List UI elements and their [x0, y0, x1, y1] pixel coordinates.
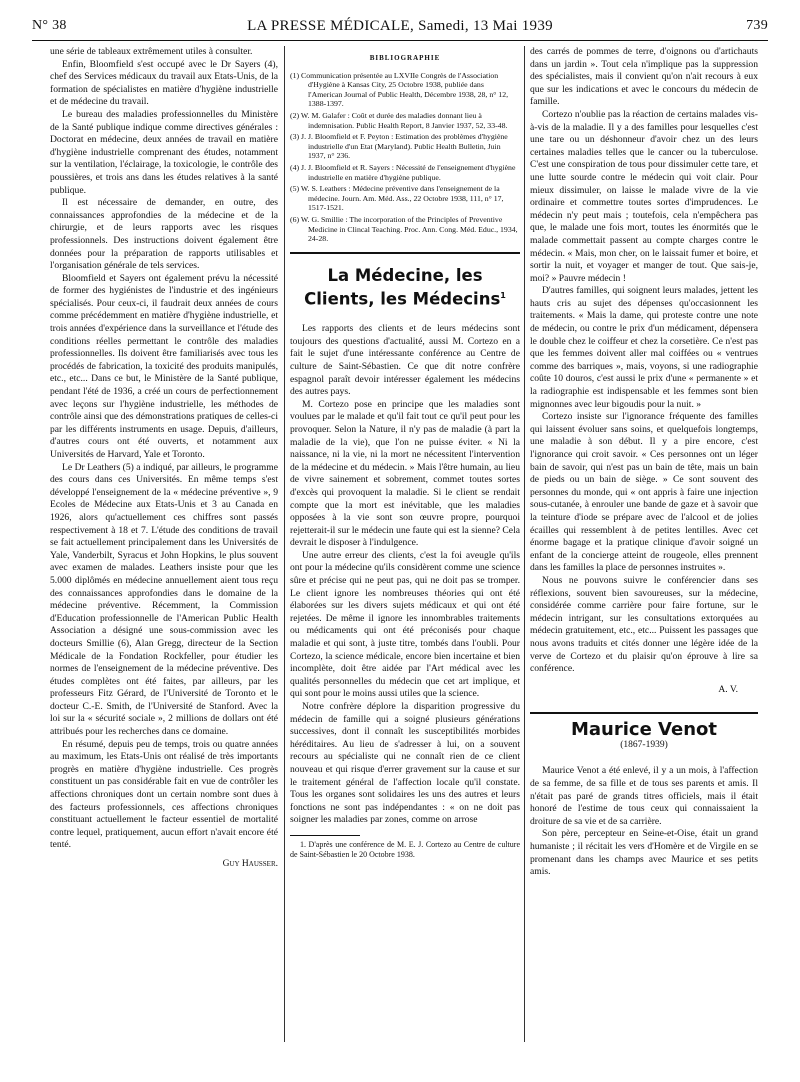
- section-divider: [290, 252, 520, 254]
- paragraph: Enfin, Bloomfield s'est occupé avec le Dr Sayers (4), chef des Services médicaux du travail aux Etats-Unis, de la formation de spécialistes en matière d'hygiène industrielle et de médecine du travail.: [50, 58, 278, 108]
- paragraph: Notre confrère déplore la disparition progressive du médecin de famille qui a soigné plusieurs générations successives, dont il connaît les susceptibilités morbides héréditaires. Au lieu de s'adresser à lui, on a souvent recours au spécialiste qui ne connaît rien de ce client nouveau et qui risque d'errer gravement sur la cause et sur le traitement général de l'affection locale qu'il constate. Tous les organes sont solidaires les uns des autres et leurs fonctions ne sont pas indépendantes : « on ne doit pas soigner les maladies par zones, comme on arrose: [290, 701, 520, 826]
- obituary-dates: (1867-1939): [620, 739, 668, 750]
- column-divider: [524, 46, 525, 1042]
- obituary-title: Maurice Venot: [570, 719, 717, 741]
- paragraph: une série de tableaux extrêmement utiles à consulter.: [50, 46, 253, 57]
- footnote: 1. D'après une conférence de M. E. J. Cortezo au Centre de culture de Saint-Sébastien le 20 Octobre 1938.: [290, 839, 520, 859]
- column-middle: [290, 46, 520, 1042]
- article-title-text: La Médecine, les Clients, les Médecins: [304, 265, 501, 309]
- paragraph: Il est nécessaire de demander, en outre, des connaissances approfondies de la médecine et de la chirurgie, et de leurs rapports avec les risques professionnels. Des instructions doivent également être données pour la préparation de rapports utilisables et l'organisation générale de tels services.: [50, 197, 278, 272]
- paragraph: Une autre erreur des clients, c'est la foi aveugle qu'ils ont pour la médecine qu'ils considèrent comme une science sûre et précise qui ne peut pas, qui ne doit pas se tromper. Le client ignore les nombreuses théories qui ont été élaborées sur les divers sujets médicaux et qui ont été rejetées. De même il ignore les innombrables traitements ou médicaments qui ont été préconisés pour chaque maladie et qui sont, à juste titre, tombés dans l'oubli. Pour Cortezo, la science médicale, encore bien incertaine et bien incomplète, doit être aidée par l'Art médical avec les qualités personnelles du médecin que cet art implique, et qui sont pour le moins aussi utiles que la science.: [290, 549, 520, 700]
- column-divider: [284, 46, 285, 1042]
- paragraph: Son père, percepteur en Seine-et-Oise, était un grand humaniste ; il récitait les vers d'Homère et de Virgile en se promenant dans les champs avec Maurice et ses petits amis.: [530, 828, 758, 878]
- paragraph: Bloomfield et Sayers ont également prévu la nécessité de former des hygiénistes de l'industrie et des ingénieurs spécialisés. Pour ceux-ci, il faudrait deux années de cours comme précédemment en matière d'hygiène industrielle, et trois années d'expérience dans la surveillance et l'étude des conditions réelles permettant le contrôle des maladies professionnelles. Ils doivent être familiarisés avec tous les procédés de fabrication, la toxicité des produits manipulés, etc., etc... Dans ce but, le Ministère de la Santé publique, pendant l'été de 1936, a créé un cours de perfectionnement avec leçons sur l'hygiène industrielle, les méthodes de contrôle ainsi que des démonstrations pratiques de celles-ci par les différents instruments en usage. Depuis, d'ailleurs, d'autres cours ont été ouverts, et notamment aux Universités de Harvard, Yale et Toronto.: [50, 272, 278, 460]
- paragraph: M. Cortezo pose en principe que les maladies sont voulues par le malade et qu'il fait tout ce qu'il peut pour les provoquer. Selon la Nature, il n'y pas de maladie (à part la maladie de la vie), que l'on ne puisse éviter. « Ni la naissance, ni la vie, ni la mort ne nécessitent l'intervention de la médecine et du médecin. » Mais l'être humain, au lieu de vivre sainement et sobrement, commet toutes sortes d'excès qui provoquent la maladie. Si le client se rendait compte que la mort est inévitable, que les maladies opposées à la vie sont son œuvre propre, pourquoi rejetterait-il sur le médecin une faute qui est la sienne? Cela devrait le disposer à l'indulgence.: [290, 398, 520, 549]
- paragraph: des carrés de pommes de terre, d'oignons ou d'artichauts dans un jardin ». Tout cela n'implique pas la suppression des spécialistes, mais il convient qu'on n'ait recours à eux que sur les indications et avec le concours du médecin de famille.: [530, 46, 758, 108]
- bibliography-heading: BIBLIOGRAPHIE: [369, 54, 441, 62]
- bibliography-entry: (3) J. J. Bloomfield et F. Peyton : Estimation des problèmes d'hygiène industrielle d'un Etat (Maryland). Public Health Bulletin, Juin 1937, n° 236.: [290, 132, 508, 161]
- bibliography-entry: (6) W. G. Smillie : The incorporation of the Principles of Preventive Medicine in Clincal Teaching. Proc. Ann. Cong. Méd. Educ., 1934, 24-28.: [290, 214, 518, 244]
- bibliography-entry: (2) W. M. Galafer : Coût et durée des maladies donnant lieu à indemnisation. Public Health Report, 8 Janvier 1937, 52, 33-48.: [290, 110, 508, 130]
- paragraph: Les rapports des clients et de leurs médecins sont toujours des questions d'actualité, aussi M. Cortezo en a fait le sujet d'une intéressante conférence au Centre de culture de Saint-Sébastien. Ce que dit notre confrère espagnol paraît devoir intéresser également les médecins des autres pays.: [290, 323, 520, 398]
- section-divider: [530, 712, 758, 714]
- bibliography-entry: (1) Communication présentée au LXVIIe Congrès de l'Association d'Hygiène à Kansas City, 25 Octobre 1938, publiée dans l'American Journal of Public Health, Décembre 1938, 28, n° 12, 1388-1397.: [290, 70, 509, 109]
- footnote-rule: [290, 835, 360, 836]
- journal-title: LA PRESSE MÉDICALE, Samedi, 13 Mai 1939: [247, 18, 553, 34]
- bibliography-entry: (5) W. S. Leathers : Médecine préventive dans l'enseignement de la médecine. Journ. Am. Méd. Ass., 22 Octobre 1938, 111, n° 17, 1517-1521.: [290, 184, 504, 213]
- column-right: [530, 46, 758, 1042]
- paragraph: En résumé, depuis peu de temps, trois ou quatre années au maximum, les Etats-Unis ont réalisé de très importants progrès en matière d'hygiène industrielle. Ces progrès constituent un pas considérable fait en vue de contrôler les affections chroniques dont un certain nombre sont dues à des facteurs professionnels, ces affections chroniques constituant actuellement le facteur essentiel de mortalité contre lequel, pratiquement, aucun effort n'avait encore été tenté.: [50, 738, 278, 851]
- bibliography-entry: (4) J. J. Bloomfield et R. Sayers : Nécessité de l'enseignement d'hygiène industrielle en matière d'hygiène publique.: [290, 162, 516, 182]
- page-number: 739: [746, 18, 768, 33]
- paragraph: D'autres familles, qui soignent leurs malades, jettent les hauts cris au sujet des dépenses qu'occasionnent les traitements. « Mais la dame, qui proteste contre une note de médecin, ou contre le prix d'un médicament, dépensera le double chez le coiffeur et chez la corsetière. Ce n'est pas que les femmes doivent aller mal coiffées ou « ventrues comme des barriques », mais, voyons, si une radiographie coûte 10 douros, c'est aussi le prix d'une « permanente » et la radiographie est indispensable et les femmes sont bien mignonnes avec leur bigoudis pour la nuit. »: [530, 285, 758, 410]
- page-header: [32, 16, 768, 41]
- footnote-marker: 1: [500, 290, 506, 300]
- issue-number: N° 38: [32, 18, 67, 33]
- paragraph: Le Dr Leathers (5) a indiqué, par ailleurs, le programme des cours dans ces Universités. En même temps s'est développé l'enseignement de la « médecine préventive », 9 Ecoles de Médecine aux Etats-Unis et 3 au Canada en 1926, alors qu'actuellement ces chiffres sont passés respectivement à 18 et 7. L'étude des conditions de travail se fait actuellement principalement dans les Universités de Yale, Vanderbilt, Syracus et John Hopkins, le plus souvent avec examen de malades. Leathers insiste pour que les 5.000 diplômés en médecine annuellement aient tous reçu des connaissances approfondies dans le domaine de la médecine préventive. Récemment, la Commission d'Education professionnelle de l'American Public Health Association a désigné une sous-commission avec les docteurs Smillie (6), Alan Gregg, directeur de la Section Médicale de la Fondation Rockfeller, pour étudier les normes de l'enseignement de la médecine préventive. Des études complètes ont été faites, par ailleurs, par les professeurs Fitz Gérard, de l'Université de Toronto et le docteur C.-E. Smith, de l'Université de Stanford. Avec la loi sur la « sécurité sociale », 2 millions de dollars ont été attribués pour les recherches dans ce domaine.: [50, 461, 278, 738]
- paragraph: Le bureau des maladies professionnelles du Ministère de la Santé publique indique comme directives générales : Doctorat en médecine, deux années de travail en matière d'hygiène industrielle comprenant des études, notamment sur la ventilation, l'éclairage, la toxicologie, le contrôle des poussières, et trois ans dans les études relatives à la santé publique.: [50, 108, 278, 196]
- author-initials: A. V.: [718, 683, 738, 695]
- paragraph: Maurice Venot a été enlevé, il y a un mois, à l'affection de sa femme, de sa fille et de tous ses parents et amis. Il n'était pas paré de grands titres officiels, mais il était honoré de l'estime de tous ceux qui connaissaient la droiture de sa vie et de sa carrière.: [530, 765, 758, 827]
- paragraph: Cortezo n'oublie pas la réaction de certains malades vis-à-vis de la maladie. Il y a des familles pour lesquelles c'est une tare ou un déshonneur d'avoir chez un des leurs certaines maladies telles que le cancer ou la tuberculose. C'est une conspiration de tous pour dissimuler cette tare, et une lutte sourde contre le médecin qui voit clair. Pour mieux dissimuler, on laisse le malade vivre de la vie ordinaire et commettre toutes sortes d'imprudences. Le médecin n'y peut mais ; toutefois, cela n'empêchera pas que, le malade une fois mort, toutes les énormités que le malade commettait passent au compte charges contre le médecin. « Mais, mon cher, on le laissait fumer et boire, et sortir la nuit, et voyager et manger de tout. Que sais-je, moi? » Pauvre médecin !: [530, 108, 758, 284]
- article-title: [290, 266, 520, 310]
- paragraph: Cortezo insiste sur l'ignorance fréquente des familles qui laissent évoluer sans soins, et quelquefois longtemps, une maladie à son début. Il y a pire encore, c'est l'ignorance qui croit savoir. « Ces personnes ont un léger bain de savoir, qui n'est pas un bain de tête, mais un bain de pieds ou un bain de siège. » Ce sont souvent des personnes du monde, qui « ont appris à faire une injection sous-cutanée, à enrouler une bande de gaze et à savoir que la teinture d'iode se prépare avec de l'alcool et de jolies écailles qui ressemblent à de petites lentilles. Avec cet énorme bagage et la pratique clinique d'avoir soigné un enfant de la concierge atteint de rougeole, elles prennent dans les familles la place de personnes instruites ».: [530, 411, 758, 574]
- author-signature: Guy Hausser.: [222, 859, 278, 869]
- column-left: [50, 46, 278, 1042]
- paragraph: Nous ne pouvons suivre le conférencier dans ses réflexions, souvent bien savoureuses, sur la médecine, considérée comme carrière pour faire fortune, sur le médecin intrigant, sur les consultations extorquées au médecin gratuitement, etc., etc... Puissent les passages que nous avons traduits et cités donner une légère idée de la verve de Cortezo et du plaisir qu'on éprouve à lire sa conférence.: [530, 574, 758, 675]
